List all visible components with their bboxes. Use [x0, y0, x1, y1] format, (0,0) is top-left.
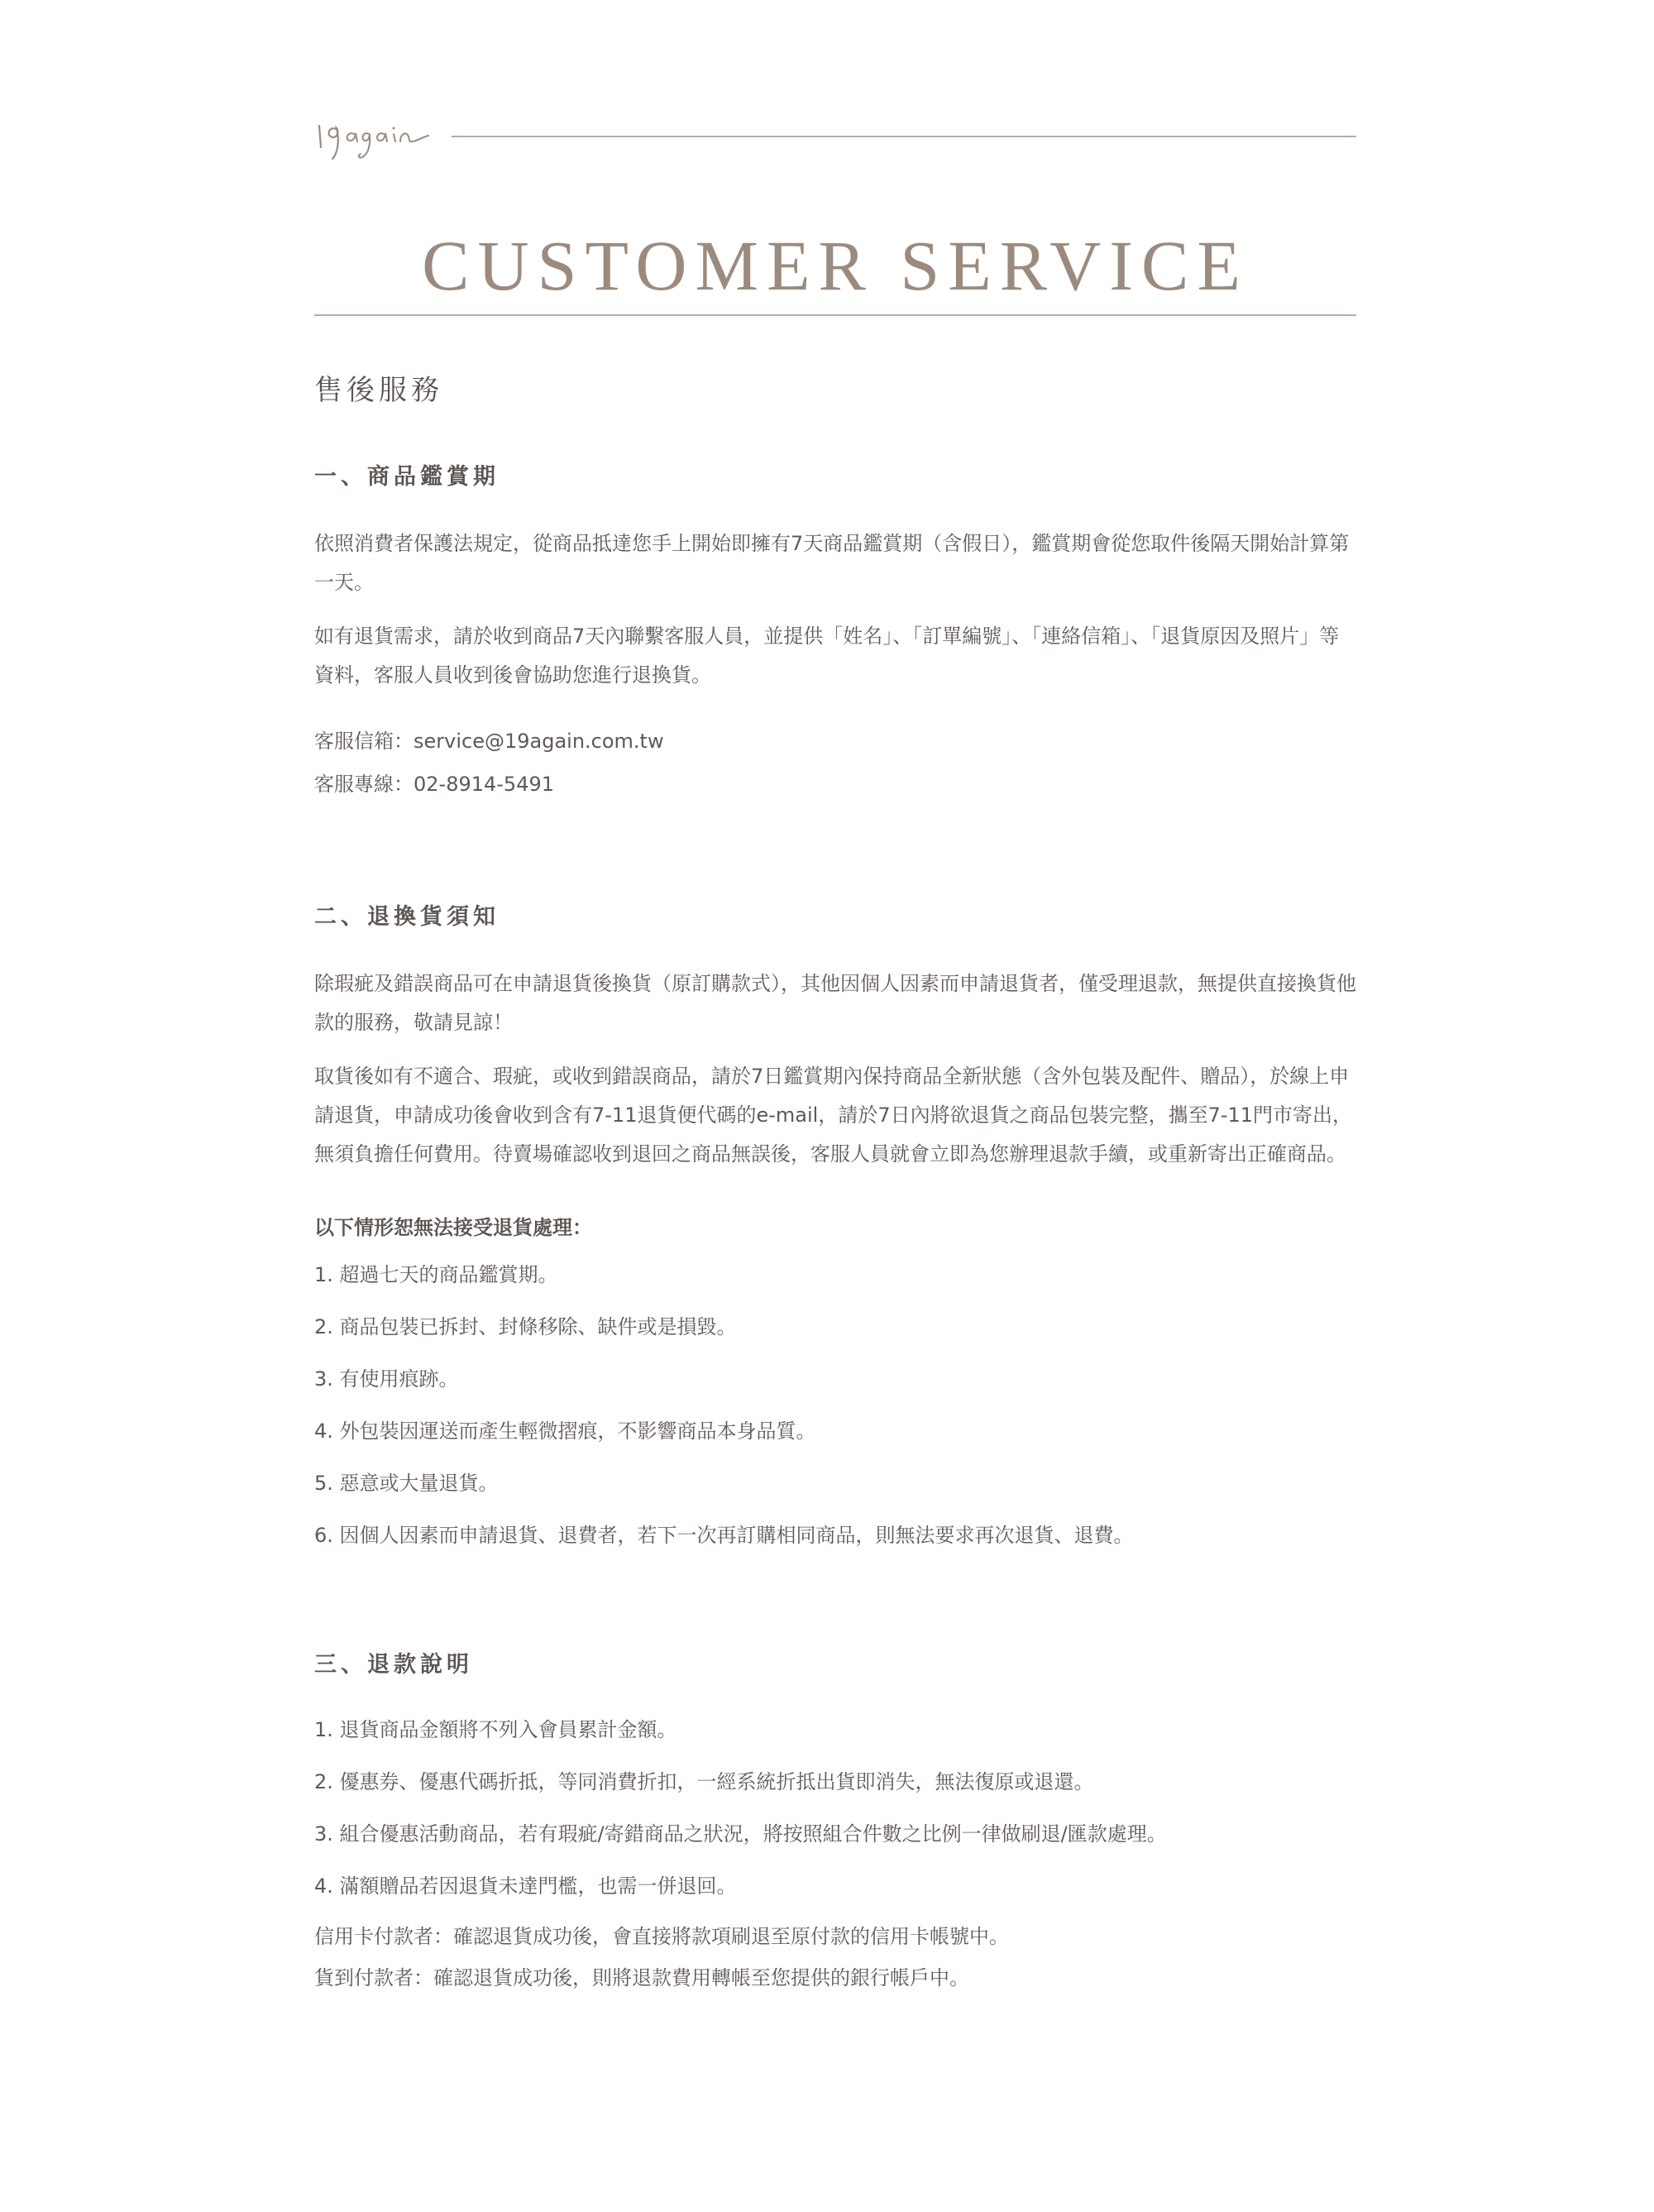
list-item: 4. 外包裝因運送而產生輕微摺痕，不影響商品本身品質。: [314, 1420, 816, 1443]
section-heading: 一、商品鑑賞期: [314, 464, 500, 490]
list-item: 4. 滿額贈品若因退貨未達門檻，也需一併退回。: [314, 1874, 737, 1898]
top-divider: [452, 136, 1356, 137]
section-refund-explanation: [314, 1645, 1356, 1999]
page-banner-title: CUSTOMER SERVICE: [422, 225, 1249, 305]
paragraph: 如有退貨需求，請於收到商品7天內聯繫客服人員，並提供「姓名」、「訂單編號」、「連絡信箱」、「退貨原因及照片」等資料，客服人員收到後會協助您進行退換貨。: [314, 625, 1340, 687]
header: [314, 108, 1356, 323]
conditions-title: 以下情形恕無法接受退貨處理：: [314, 1216, 592, 1239]
section-heading: 二、退換貨須知: [314, 904, 500, 930]
conditions-list: [314, 1249, 1356, 1562]
list-item: 6. 因個人因素而申請退貨、退費者，若下一次再訂購相同商品，則無法要求再次退貨、退費。: [314, 1524, 1134, 1547]
paragraph: 除瑕疵及錯誤商品可在申請退貨後換貨（原訂購款式），其他因個人因素而申請退貨者，僅受理退款，無提供直接換貨他款的服務，敬請見諒！: [314, 972, 1356, 1034]
section-heading: 三、退款說明: [314, 1652, 473, 1678]
section-return-notice: [314, 897, 1356, 1562]
cod-refund: 貨到付款者：確認退貨成功後，則將退款費用轉帳至您提供的銀行帳戶中。: [314, 1966, 969, 1989]
paragraph: 取貨後如有不適合、瑕疵，或收到錯誤商品，請於7日鑑賞期內保持商品全新狀態（含外包裝及配件、贈品），於線上申請退貨，申請成功後會收到含有7-11退貨便代碼的e-mail，請於7日內將欲退貨之商品包裝完整，攜至7-11門市寄出，無須負擔任何費用。待賣場確認收到退回之商品無誤後，客服人員就會立即為您辦理退款手續，或重新寄出正確商品。: [314, 1065, 1353, 1166]
list-item: 2. 商品包裝已拆封、封條移除、缺件或是損毀。: [314, 1315, 737, 1338]
email-contact[interactable]: 客服信箱：service@19again.com.tw: [314, 730, 664, 753]
list-item: 3. 有使用痕跡。: [314, 1367, 459, 1391]
page-title: 售後服務: [314, 374, 443, 407]
phone-contact[interactable]: 客服專線：02-8914-5491: [314, 773, 555, 796]
list-item: 1. 退貨商品金額將不列入會員累計金額。: [314, 1718, 677, 1741]
list-item: 3. 組合優惠活動商品，若有瑕疵/寄錯商品之狀況，將按照組合件數之比例一律做刷退/匯款處理。: [314, 1822, 1167, 1846]
brand-logo[interactable]: [314, 108, 430, 165]
list-item: 5. 惡意或大量退貨。: [314, 1472, 499, 1495]
section-appreciation-period: [314, 457, 1356, 806]
list-item: 2. 優惠券、優惠代碼折抵，等同消費折扣，一經系統折抵出貨即消失，無法復原或退還。: [314, 1770, 1094, 1793]
credit-card-refund: 信用卡付款者：確認退貨成功後，會直接將款項刷退至原付款的信用卡帳號中。: [314, 1925, 1009, 1948]
list-item: 1. 超過七天的商品鑑賞期。: [314, 1263, 558, 1286]
bottom-divider: [314, 314, 1356, 316]
content: [314, 364, 1356, 1999]
paragraph: 依照消費者保護法規定，從商品抵達您手上開始即擁有7天商品鑑賞期（含假日），鑑賞期會從您取件後隔天開始計算第一天。: [314, 532, 1350, 594]
refund-list: [314, 1704, 1356, 1913]
